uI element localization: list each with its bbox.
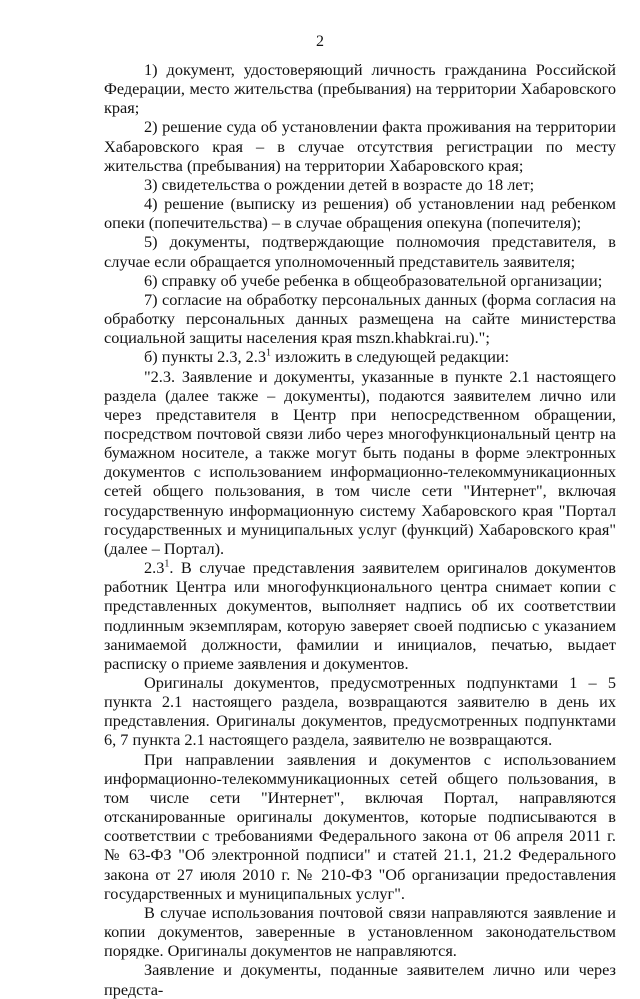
list-item-birth-certificates: 3) свидетельства о рождении детей в возрасте до 18 лет; xyxy=(144,174,535,194)
clause-number: 2.3 xyxy=(144,558,165,578)
list-item-court-decision: 2) решение суда об установлении факта проживания на территории Хабаровского края – в случае отсутствия регистрации по месту жительства (пребывания) на территории Хабаровского края; xyxy=(104,117,616,175)
amendment-intro-text: б) пункты 2.3, 2.3 xyxy=(144,347,267,367)
superscript-mark: 1 xyxy=(164,558,170,570)
amendment-intro-tail: изложить в следующей редакции: xyxy=(271,347,510,367)
originals-return-paragraph: Оригиналы документов, предусмотренных подпунктами 1 – 5 пункта 2.1 настоящего раздела, возвращаются заявителю в день их представления. Оригиналы документов, предусмотренных подпунктами 6, 7 пункта 2.1 настоящего раздела, заявителю не возвращаются. xyxy=(104,673,616,750)
clause-2-3: "2.3. Заявление и документы, указанные в пункте 2.1 настоящего раздела (далее также – документы), подаются заявителем лично или через представителя в Центр при непосредственном обращении, посредством почтовой связи либо через многофункциональный центр на бумажном носителе, а также могут быть поданы в форме электронных документов с использованием информационно-телекоммуникационных сетей общего пользования, в том числе сети "Интернет", включая государственную информационную систему Хабаровского края "Портал государственных и муниципальных услуг (функций) Хабаровского края" (далее – Портал). xyxy=(104,366,616,558)
electronic-submission-paragraph: При направлении заявления и документов с использованием информационно-телекоммуникационных сетей общего пользования, в том числе сети "Интернет", включая Портал, направляются отсканированные оригиналы документов, которые подписываются в соответствии с требованиями Федерального закона от 06 апреля 2011 г. № 63-ФЗ "Об электронной подписи" и статей 21.1, 21.2 Федерального закона от 27 июля 2010 г. № 210-ФЗ "Об организации предоставления государственных и муниципальных услуг". xyxy=(104,749,616,903)
list-item-representative-documents: 5) документы, подтверждающие полномочия представителя, в случае если обращается уполномоченный представитель заявителя; xyxy=(104,232,616,271)
list-item-personal-data-consent: 7) согласие на обработку персональных данных (форма согласия на обработку персональных данных размещена на сайте министерства социальной защиты населения края mszn.khabkrai.ru)."; xyxy=(104,289,616,348)
list-item-guardianship-decision: 4) решение (выписку из решения) об установлении над ребенком опеки (попечительства) – в случае обращения опекуна (попечителя); xyxy=(104,194,616,233)
amendment-intro xyxy=(104,347,616,366)
list-item-passport: 1) документ, удостоверяющий личность гражданина Российской Федерации, место жительства (пребывания) на территории Хабаровского края; xyxy=(104,60,616,118)
postal-submission-paragraph: В случае использования почтовой связи направляются заявление и копии документов, заверенные в установленном законодательством порядке. Оригиналы документов не направляются. xyxy=(104,902,616,961)
clause-text: . В случае представления заявителем оригиналов документов работник Центра или многофункционального центра снимает копии с представленных документов, выполняет надпись об их соответствии подлинным экземплярам, которую заверяет своей подписью с указанием занимаемой должности, фамилии и инициалов, печатью, выдает расписку о приеме заявления и документов. xyxy=(104,558,616,673)
list-item-school-certificate: 6) справку об учебе ребенка в общеобразовательной организации; xyxy=(144,270,603,290)
page-number: 2 xyxy=(316,33,324,50)
clause-2-3-1 xyxy=(104,558,616,673)
continuation-paragraph: Заявление и документы, поданные заявителем лично или через предста- xyxy=(104,960,616,999)
document-body xyxy=(104,60,616,999)
superscript-mark: 1 xyxy=(266,347,272,359)
